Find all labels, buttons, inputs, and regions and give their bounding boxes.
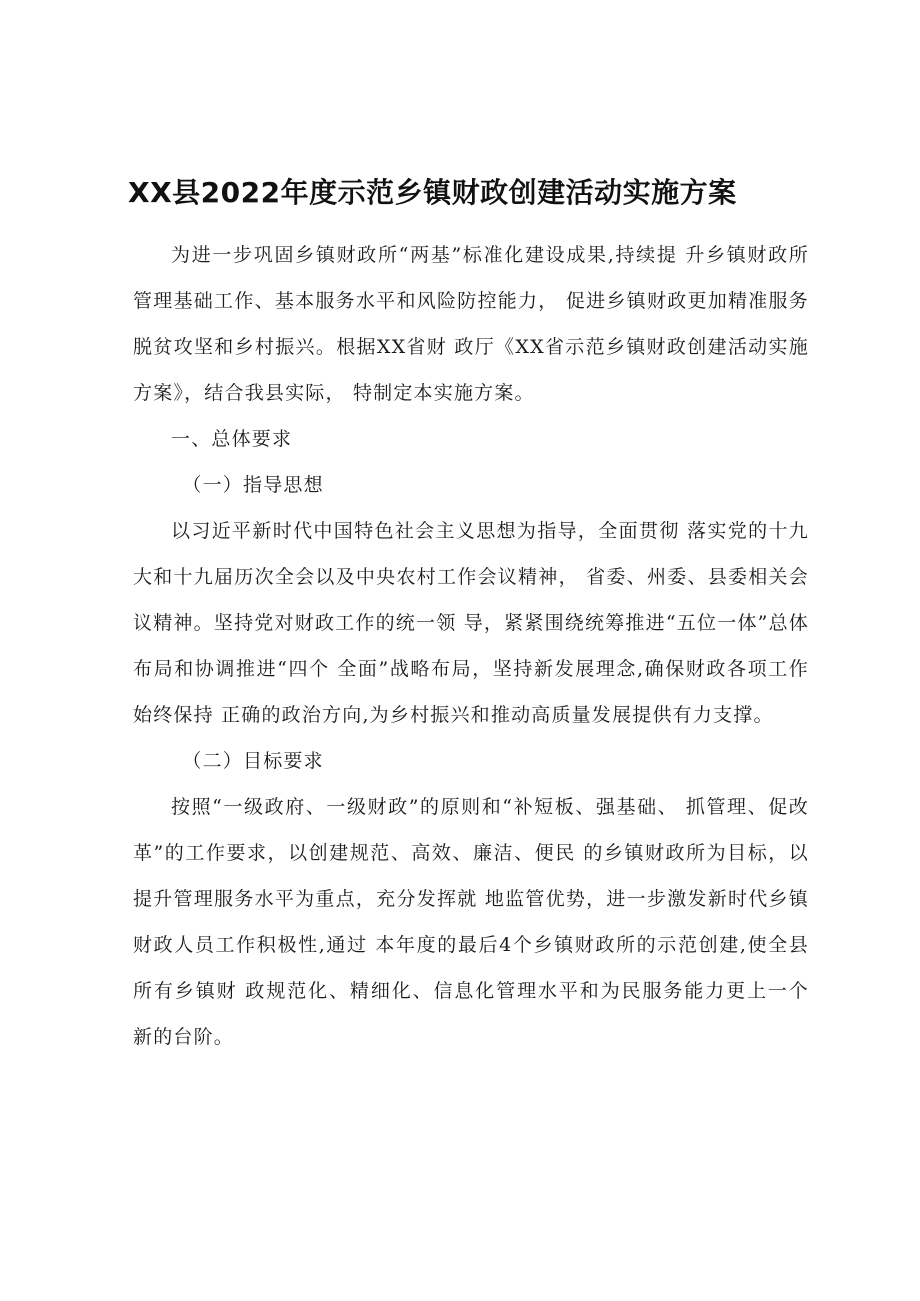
subsection-heading-goal-requirements: （二）目标要求 [182, 750, 324, 772]
goal-requirements-paragraph: 按照“一级政府、一级财政”的原则和“补短板、强基础、 抓管理、促改革”的工作要求，以创建规范、高效、廉洁、便民 的乡镇财政所为目标，以提升管理服务水平为重点，充分发挥就 地监管优势，进一步激发新时代乡镇财政人员工作积极性,通过 本年度的最后4个乡镇财政所的示范创建,使全县所有乡镇财 政规范化、精细化、信息化管理水平和为民服务能力更上一个 新的台阶。 [133, 796, 809, 1048]
document-body [133, 232, 809, 1060]
subsection-heading-guiding-ideology: （一）指导思想 [182, 474, 324, 496]
document-title: XX县2022年度示范乡镇财政创建活动实施方案 [128, 176, 737, 209]
section-heading-overall-requirements: 一、总体要求 [171, 428, 293, 450]
guiding-ideology-paragraph: 以习近平新时代中国特色社会主义思想为指导，全面贯彻 落实党的十九大和十九届历次全会以及中央农村工作会议精神， 省委、州委、县委相关会议精神。坚持党对财政工作的统一领 导，紧紧围绕统筹推进“五位一体”总体布局和协调推进“四个 全面”战略布局，坚持新发展理念,确保财政各项工作始终保持 正确的政治方向,为乡村振兴和推动高质量发展提供有力支撑。 [133, 520, 809, 726]
intro-paragraph: 为进一步巩固乡镇财政所“两基”标准化建设成果,持续提 升乡镇财政所管理基础工作、基本服务水平和风险防控能力， 促进乡镇财政更加精准服务脱贫攻坚和乡村振兴。根据XX省财 政厅《XX省示范乡镇财政创建活动实施方案》，结合我县实际， 特制定本实施方案。 [133, 244, 809, 404]
